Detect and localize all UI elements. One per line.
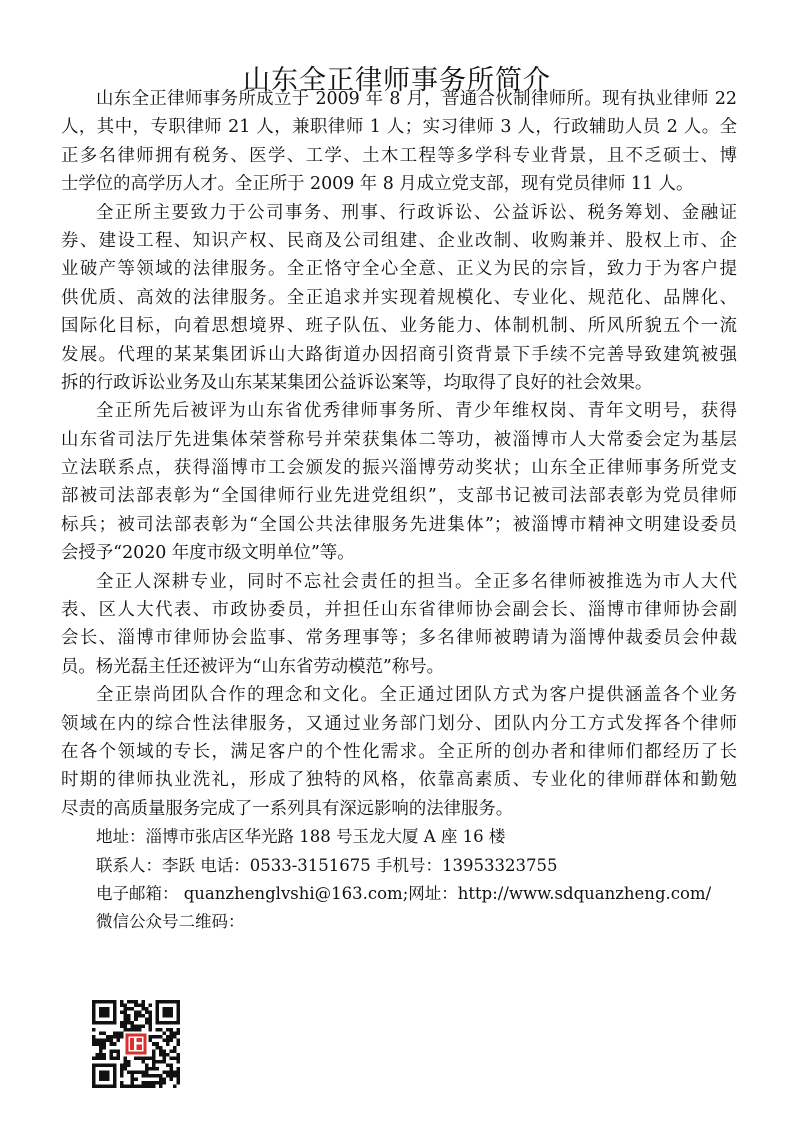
text-line: 国际化目标，向着思想境界、班子队伍、业务能力、体制机制、所风所貌五个一流 bbox=[61, 316, 737, 337]
text-line: 领域在内的综合性法律服务，又通过业务部门划分、团队内分工方式发挥各个律师 bbox=[61, 713, 737, 734]
paragraph-social-responsibility bbox=[61, 568, 737, 682]
paragraph-founding bbox=[61, 85, 737, 199]
qr-code-graphic bbox=[92, 1000, 180, 1088]
text-line: 时期的律师执业洗礼，形成了独特的风格，依靠高素质、专业化的律师群体和勤勉 bbox=[61, 770, 737, 791]
text-line: 立法联系点，获得淄博市工会颁发的振兴淄博劳动奖状；山东全正律师事务所党支 bbox=[61, 458, 737, 479]
text-line: 全正人深耕专业，同时不忘社会责任的担当。全正多名律师被推选为市人大代 bbox=[96, 571, 737, 592]
text-line: 表、区人大代表、市政协委员，并担任山东省律师协会副会长、淄博市律师协会副 bbox=[61, 600, 737, 621]
address-line: 地址：淄博市张店区华光路 188 号玉龙大厦 A 座 16 楼 bbox=[96, 827, 506, 847]
text-line: 会授予“2020 年度市级文明单位”等。 bbox=[61, 543, 355, 564]
text-line: 人，其中，专职律师 21 人，兼职律师 1 人；实习律师 3 人，行政辅助人员 2 人。全 bbox=[61, 117, 737, 138]
email-website-line[interactable]: 电子邮箱： quanzhenglvshi@163.com;网址：http://www.sdquanzheng.com/ bbox=[96, 883, 712, 903]
text-line: 全正所主要致力于公司事务、刑事、行政诉讼、公益诉讼、税务筹划、金融证 bbox=[96, 202, 737, 223]
text-line: 山东全正律师事务所成立于 2009 年 8 月，普通合伙制律师所。现有执业律师 22 bbox=[96, 89, 737, 109]
paragraph-teamwork bbox=[61, 681, 737, 823]
text-line: 券、建设工程、知识产权、民商及公司组建、企业改制、收购兼并、股权上市、企 bbox=[61, 230, 737, 251]
text-line: 士学位的高学历人才。全正所于 2009 年 8 月成立党支部，现有党员律师 11 人。 bbox=[61, 174, 694, 195]
text-line: 全正所先后被评为山东省优秀律师事务所、青少年维权岗、青年文明号，获得 bbox=[96, 401, 737, 422]
text-line: 全正崇尚团队合作的理念和文化。全正通过团队方式为客户提供涵盖各个业务 bbox=[96, 685, 737, 706]
text-line: 会长、淄博市律师协会监事、常务理事等；多名律师被聘请为淄博仲裁委员会仲裁 bbox=[61, 628, 737, 649]
qr-code-icon bbox=[92, 1000, 180, 1088]
text-line: 标兵；被司法部表彰为“全国公共法律服务先进集体”；被淄博市精神文明建设委员 bbox=[61, 514, 737, 535]
paragraph-practice-areas bbox=[61, 199, 737, 398]
text-line: 正多名律师拥有税务、医学、工学、土木工程等多学科专业背景，且不乏硕士、博 bbox=[61, 145, 737, 166]
text-line: 在各个领域的专长，满足客户的个性化需求。全正所的创办者和律师们都经历了长 bbox=[61, 741, 737, 762]
document-body bbox=[61, 85, 737, 937]
contact-block bbox=[61, 823, 737, 937]
text-line: 业破产等领域的法律服务。全正恪守全心全意、正义为民的宗旨，致力于为客户提 bbox=[61, 259, 737, 280]
text-line: 员。杨光磊主任还被评为“山东省劳动模范”称号。 bbox=[61, 656, 444, 677]
paragraph-honors bbox=[61, 397, 737, 567]
text-line: 供优质、高效的法律服务。全正追求并实现着规模化、专业化、规范化、品牌化、 bbox=[61, 287, 737, 308]
text-line: 尽责的高质量服务完成了一系列具有深远影响的法律服务。 bbox=[61, 798, 514, 819]
wechat-label: 微信公众号二维码： bbox=[96, 912, 245, 932]
page-title: 山东全正律师事务所简介 bbox=[243, 65, 551, 96]
text-line: 部被司法部表彰为“全国律师行业先进党组织”，支部书记被司法部表彰为党员律师 bbox=[61, 486, 737, 507]
phone-line: 联系人：李跃 电话：0533-3151675 手机号：13953323755 bbox=[96, 855, 558, 875]
text-line: 发展。代理的某某集团诉山大路街道办因招商引资背景下手续不完善导致建筑被强 bbox=[61, 344, 737, 365]
text-line: 山东省司法厅先进集体荣誉称号并荣获集体二等功，被淄博市人大常委会定为基层 bbox=[61, 429, 737, 450]
text-line: 拆的行政诉讼业务及山东某某集团公益诉讼案等，均取得了良好的社会效果。 bbox=[61, 372, 653, 393]
